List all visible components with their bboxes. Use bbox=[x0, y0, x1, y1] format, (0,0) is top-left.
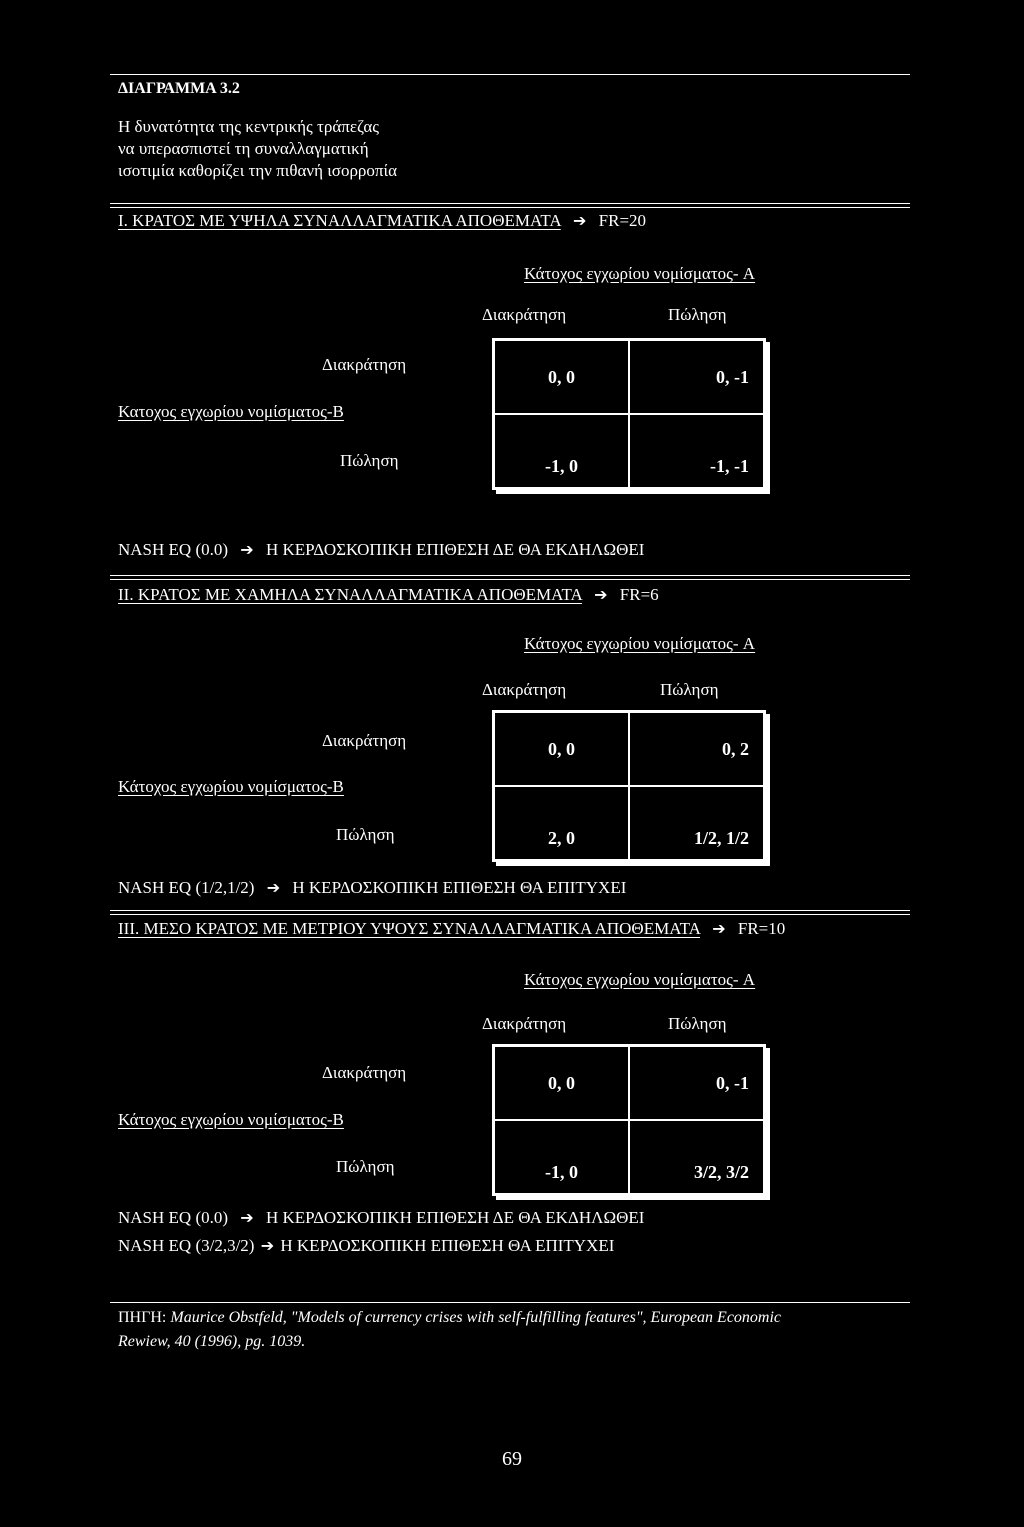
nash-eq: NASH EQ (0.0) bbox=[118, 1208, 229, 1227]
nash-text: Η ΚΕΡΔΟΣΚΟΠΙΚΗ ΕΠΙΘΕΣΗ ΘΑ ΕΠΙΤΥΧΕΙ bbox=[280, 1236, 615, 1255]
section-1-player-b: Κατοχος εγχωρίου νομίσματος-B bbox=[118, 402, 344, 421]
arrow-icon: ➔ bbox=[712, 919, 726, 938]
payoff-cell: 0, 0 bbox=[494, 1046, 629, 1120]
section-1-heading: I. ΚΡΑΤΟΣ ΜΕ ΥΨΗΛΑ ΣΥΝΑΛΛΑΓΜΑΤΙΚΑ ΑΠΟΘΕΜΑΤΑ bbox=[118, 211, 561, 230]
payoff-cell: 2, 0 bbox=[494, 786, 629, 860]
payoff-cell: 0, 0 bbox=[494, 712, 629, 786]
section-2-payoff-matrix bbox=[492, 710, 766, 862]
arrow-icon: ➔ bbox=[594, 585, 608, 604]
section-2-player-b: Κάτοχος εγχωρίου νομίσματος-B bbox=[118, 777, 344, 796]
source-label: ΠΗΓΗ: bbox=[118, 1309, 167, 1326]
section-1-player-a: Κάτοχος εγχωρίου νομίσματος- A bbox=[524, 264, 756, 283]
section-3-payoff-matrix bbox=[492, 1044, 766, 1196]
source-rule bbox=[110, 1302, 910, 1303]
section-3-player-a: Κάτοχος εγχωρίου νομίσματος- A bbox=[524, 970, 756, 989]
section-2-rule bbox=[110, 575, 910, 576]
section-3-rule bbox=[110, 910, 910, 911]
subtitle-line-1: Η δυνατότητα της κεντρικής τράπεζας bbox=[118, 117, 380, 136]
section-3-rule-2 bbox=[110, 914, 910, 915]
page-number: 69 bbox=[502, 1448, 522, 1470]
nash-eq: NASH EQ (3/2,3/2) bbox=[118, 1236, 255, 1255]
section-1-rule-2 bbox=[110, 207, 910, 208]
section-1-fr: FR=20 bbox=[598, 211, 647, 230]
section-2-fr: FR=6 bbox=[619, 585, 659, 604]
arrow-icon: ➔ bbox=[240, 1208, 254, 1227]
payoff-cell: 0, -1 bbox=[629, 340, 764, 414]
section-1-payoff-matrix bbox=[492, 338, 766, 490]
payoff-cell: 0, 2 bbox=[629, 712, 764, 786]
source-citation bbox=[118, 1306, 908, 1354]
payoff-cell: 3/2, 3/2 bbox=[629, 1120, 764, 1194]
section-2-heading-row bbox=[118, 585, 659, 605]
source-title: "Models of currency crises with self-fulfilling features", bbox=[290, 1309, 647, 1326]
section-2-rule-2 bbox=[110, 579, 910, 580]
section-2-heading: II. ΚΡΑΤΟΣ ΜΕ ΧΑΜΗΛΑ ΣΥΝΑΛΛΑΓΜΑΤΙΚΑ ΑΠΟΘΕΜΑΤΑ bbox=[118, 585, 582, 604]
section-1-rule bbox=[110, 203, 910, 204]
payoff-cell: 1/2, 1/2 bbox=[629, 786, 764, 860]
arrow-icon: ➔ bbox=[260, 1236, 275, 1255]
section-1-row-sell: Πώληση bbox=[340, 451, 399, 470]
section-3-nash-line-2 bbox=[118, 1236, 614, 1256]
section-1-col-hold: Διακράτηση bbox=[482, 305, 567, 324]
section-1-heading-row bbox=[118, 211, 646, 231]
section-3-col-sell: Πώληση bbox=[668, 1014, 727, 1033]
diagram-label: ΔΙΑΓΡΑΜΜΑ 3.2 bbox=[118, 80, 240, 97]
section-2-nash-line bbox=[118, 878, 626, 898]
payoff-cell: 0, -1 bbox=[629, 1046, 764, 1120]
section-3-row-sell: Πώληση bbox=[336, 1157, 395, 1176]
nash-text: Η ΚΕΡΔΟΣΚΟΠΙΚΗ ΕΠΙΘΕΣΗ ΔΕ ΘΑ ΕΚΔΗΛΩΘΕΙ bbox=[265, 1208, 645, 1227]
subtitle-line-3: ισοτιμία καθορίζει την πιθανή ισορροπία bbox=[118, 161, 397, 180]
arrow-icon: ➔ bbox=[573, 211, 587, 230]
arrow-icon: ➔ bbox=[240, 540, 254, 559]
section-3-nash-line-1 bbox=[118, 1208, 644, 1228]
section-3-fr: FR=10 bbox=[737, 919, 786, 938]
nash-text: Η ΚΕΡΔΟΣΚΟΠΙΚΗ ΕΠΙΘΕΣΗ ΘΑ ΕΠΙΤΥΧΕΙ bbox=[292, 878, 627, 897]
section-2-player-a: Κάτοχος εγχωρίου νομίσματος- A bbox=[524, 634, 756, 653]
section-3-player-b: Κάτοχος εγχωρίου νομίσματος-B bbox=[118, 1110, 344, 1129]
section-3-col-hold: Διακράτηση bbox=[482, 1014, 567, 1033]
nash-text: Η ΚΕΡΔΟΣΚΟΠΙΚΗ ΕΠΙΘΕΣΗ ΔΕ ΘΑ ΕΚΔΗΛΩΘΕΙ bbox=[265, 540, 645, 559]
section-3-heading-row bbox=[118, 919, 785, 939]
section-2-row-hold: Διακράτηση bbox=[322, 731, 407, 750]
nash-eq: NASH EQ (1/2,1/2) bbox=[118, 878, 255, 897]
section-2-row-sell: Πώληση bbox=[336, 825, 395, 844]
source-journal: European Economic bbox=[650, 1309, 782, 1326]
section-2-col-hold: Διακράτηση bbox=[482, 680, 567, 699]
payoff-cell: -1, -1 bbox=[629, 414, 764, 488]
source-line-2: Rewiew, 40 (1996), pg. 1039. bbox=[118, 1333, 306, 1350]
source-author: Maurice Obstfeld, bbox=[170, 1309, 287, 1326]
subtitle-line-2: να υπερασπιστεί τη συναλλαγματική bbox=[118, 139, 369, 158]
section-1-nash-line bbox=[118, 540, 644, 560]
payoff-cell: -1, 0 bbox=[494, 1120, 629, 1194]
section-1-row-hold: Διακράτηση bbox=[322, 355, 407, 374]
payoff-cell: -1, 0 bbox=[494, 414, 629, 488]
payoff-cell: 0, 0 bbox=[494, 340, 629, 414]
section-1-col-sell: Πώληση bbox=[668, 305, 727, 324]
nash-eq: NASH EQ (0.0) bbox=[118, 540, 229, 559]
arrow-icon: ➔ bbox=[266, 878, 281, 897]
top-rule bbox=[110, 74, 910, 75]
section-3-row-hold: Διακράτηση bbox=[322, 1063, 407, 1082]
section-3-heading: III. ΜΕΣΟ ΚΡΑΤΟΣ ΜΕ ΜΕΤΡΙΟΥ ΥΨΟΥΣ ΣΥΝΑΛΛΑΓΜΑΤΙΚΑ ΑΠΟΘΕΜΑΤΑ bbox=[118, 919, 700, 938]
section-2-col-sell: Πώληση bbox=[660, 680, 719, 699]
